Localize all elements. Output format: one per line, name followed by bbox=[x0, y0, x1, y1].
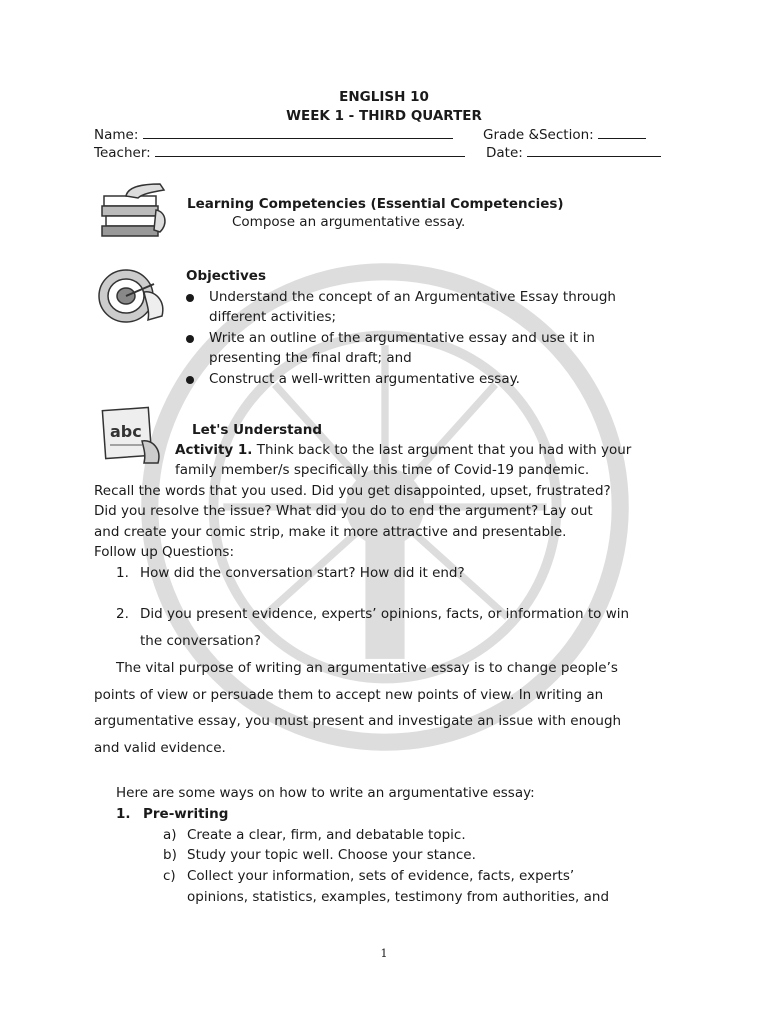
follow-up-label: Follow up Questions: bbox=[94, 544, 235, 560]
item-c-letter: c) bbox=[163, 868, 176, 884]
item-c: Collect your information, sets of evidence, facts, experts’ bbox=[187, 868, 575, 884]
objective-item-3: Construct a well-written argumentative essay. bbox=[209, 371, 520, 387]
objective-item-2-cont: presenting the final draft; and bbox=[209, 350, 412, 366]
item-a: Create a clear, firm, and debatable topic. bbox=[187, 827, 466, 843]
objective-item-1-cont: different activities; bbox=[209, 309, 337, 325]
activity-label: Activity 1. bbox=[175, 442, 253, 458]
date-row bbox=[486, 144, 661, 161]
name-row bbox=[94, 126, 453, 143]
bullet-icon bbox=[186, 294, 194, 302]
activity-text-1: Think back to the last argument that you had with your bbox=[256, 442, 632, 458]
competencies-heading: Learning Competencies (Essential Competencies) bbox=[187, 196, 564, 212]
paragraph-line-1: The vital purpose of writing an argumentative essay is to change people’s bbox=[116, 660, 618, 676]
bullet-icon bbox=[186, 376, 194, 384]
paragraph-line-4: and valid evidence. bbox=[94, 740, 226, 756]
understand-heading: Let's Understand bbox=[192, 422, 323, 438]
step-1-title: Pre-writing bbox=[143, 806, 229, 822]
teacher-row bbox=[94, 144, 465, 161]
question-1-num: 1. bbox=[116, 565, 129, 581]
ways-intro: Here are some ways on how to write an argumentative essay: bbox=[116, 785, 535, 801]
activity-line-2: family member/s specifically this time of Covid-19 pandemic. bbox=[175, 462, 590, 478]
activity-line-5: and create your comic strip, make it more attractive and presentable. bbox=[94, 524, 567, 540]
question-1: How did the conversation start? How did it end? bbox=[140, 565, 465, 581]
subject-title: ENGLISH 10 bbox=[339, 89, 429, 105]
date-blank[interactable] bbox=[527, 144, 661, 157]
question-2: Did you present evidence, experts’ opinions, facts, or information to win bbox=[140, 606, 630, 622]
item-b-letter: b) bbox=[163, 847, 177, 863]
item-c-cont: opinions, statistics, examples, testimony from authorities, and bbox=[187, 889, 610, 905]
paragraph-line-3: argumentative essay, you must present and investigate an issue with enough bbox=[94, 713, 622, 729]
activity-line-4: Did you resolve the issue? What did you do to end the argument? Lay out bbox=[94, 503, 593, 519]
item-b: Study your topic well. Choose your stance. bbox=[187, 847, 476, 863]
week-title: WEEK 1 - THIRD QUARTER bbox=[286, 108, 482, 124]
abc-paper-icon bbox=[100, 405, 166, 467]
activity-line-1 bbox=[175, 442, 631, 458]
books-icon bbox=[98, 180, 170, 242]
paragraph-line-2: points of view or persuade them to accept new points of view. In writing an bbox=[94, 687, 604, 703]
objectives-heading: Objectives bbox=[186, 268, 266, 284]
name-label: Name: bbox=[94, 127, 139, 143]
grade-label: Grade &Section: bbox=[483, 127, 594, 143]
page-number: 1 bbox=[380, 947, 388, 960]
teacher-label: Teacher: bbox=[94, 145, 151, 161]
date-label: Date: bbox=[486, 145, 523, 161]
objective-item-1: Understand the concept of an Argumentative Essay through bbox=[209, 289, 616, 305]
svg-text:abc: abc bbox=[110, 422, 142, 441]
grade-row bbox=[483, 126, 646, 143]
step-1-num: 1. bbox=[116, 806, 131, 822]
bullet-icon bbox=[186, 335, 194, 343]
question-2-cont: the conversation? bbox=[140, 633, 261, 649]
item-a-letter: a) bbox=[163, 827, 177, 843]
activity-line-3: Recall the words that you used. Did you get disappointed, upset, frustrated? bbox=[94, 483, 611, 499]
question-2-num: 2. bbox=[116, 606, 129, 622]
objective-item-2: Write an outline of the argumentative essay and use it in bbox=[209, 330, 595, 346]
target-icon bbox=[96, 266, 172, 328]
grade-blank[interactable] bbox=[598, 126, 646, 139]
competencies-text: Compose an argumentative essay. bbox=[232, 214, 466, 230]
name-blank[interactable] bbox=[143, 126, 453, 139]
teacher-blank[interactable] bbox=[155, 144, 465, 157]
